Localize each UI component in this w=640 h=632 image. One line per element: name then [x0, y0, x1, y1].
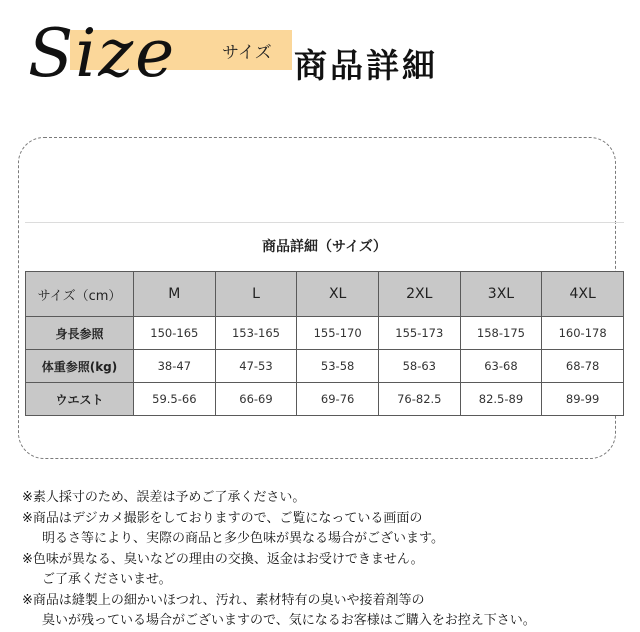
value-cell: 155-173: [378, 317, 460, 350]
value-cell: 69-76: [297, 383, 379, 416]
size-header-cell: L: [215, 272, 297, 317]
row-label-cell: ウエスト: [26, 383, 134, 416]
size-header-cell: 3XL: [460, 272, 542, 317]
note-line-continued: 明るさ等により、実際の商品と多少色味が異なる場合がございます。: [42, 531, 444, 546]
value-cell: 150-165: [134, 317, 216, 350]
note-line: ※素人採寸のため、誤差は予めご了承ください。: [22, 490, 306, 505]
size-header-cell: 4XL: [542, 272, 624, 317]
table-row: [26, 350, 624, 383]
size-header-cell: XL: [297, 272, 379, 317]
value-cell: 82.5-89: [460, 383, 542, 416]
value-cell: 68-78: [542, 350, 624, 383]
value-cell: 160-178: [542, 317, 624, 350]
note-line: ※商品はデジカメ撮影をしておりますので、ご覧になっている画面の: [22, 510, 423, 526]
page-title: 商品詳細: [294, 46, 438, 85]
note-line-continued: 臭いが残っている場合がございますので、気になるお客様はご購入をお控え下さい。: [42, 613, 536, 628]
value-cell: 47-53: [215, 350, 297, 383]
table-header-row: [26, 272, 624, 317]
notes: [22, 488, 634, 632]
note-line: ※色味が異なる、臭いなどの理由の交換、返金はお受けできません。: [22, 551, 424, 567]
value-cell: 66-69: [215, 383, 297, 416]
header: [0, 0, 640, 110]
table-row: [26, 317, 624, 350]
size-table-block: [25, 222, 624, 416]
value-cell: 38-47: [134, 350, 216, 383]
row-label-cell: 身長参照: [26, 317, 134, 350]
value-cell: 63-68: [460, 350, 542, 383]
table-row: [26, 383, 624, 416]
value-cell: 59.5-66: [134, 383, 216, 416]
value-cell: 153-165: [215, 317, 297, 350]
row-label-cell: 体重参照(kg): [26, 350, 134, 383]
size-script-title: Size: [28, 15, 177, 92]
size-header-cell: 2XL: [378, 272, 460, 317]
table-caption: 商品詳細（サイズ）: [25, 222, 624, 271]
size-katakana-label: サイズ: [222, 43, 272, 63]
value-cell: 89-99: [542, 383, 624, 416]
size-header-cell: M: [134, 272, 216, 317]
size-table: [25, 271, 624, 416]
value-cell: 76-82.5: [378, 383, 460, 416]
value-cell: 58-63: [378, 350, 460, 383]
value-cell: 53-58: [297, 350, 379, 383]
note-line-continued: ご了承くださいませ。: [42, 572, 172, 587]
header-label-cell: サイズ（cm）: [26, 272, 134, 317]
value-cell: 158-175: [460, 317, 542, 350]
note-line: ※商品は縫製上の細かいほつれ、汚れ、素材特有の臭いや接着剤等の: [22, 592, 425, 608]
value-cell: 155-170: [297, 317, 379, 350]
